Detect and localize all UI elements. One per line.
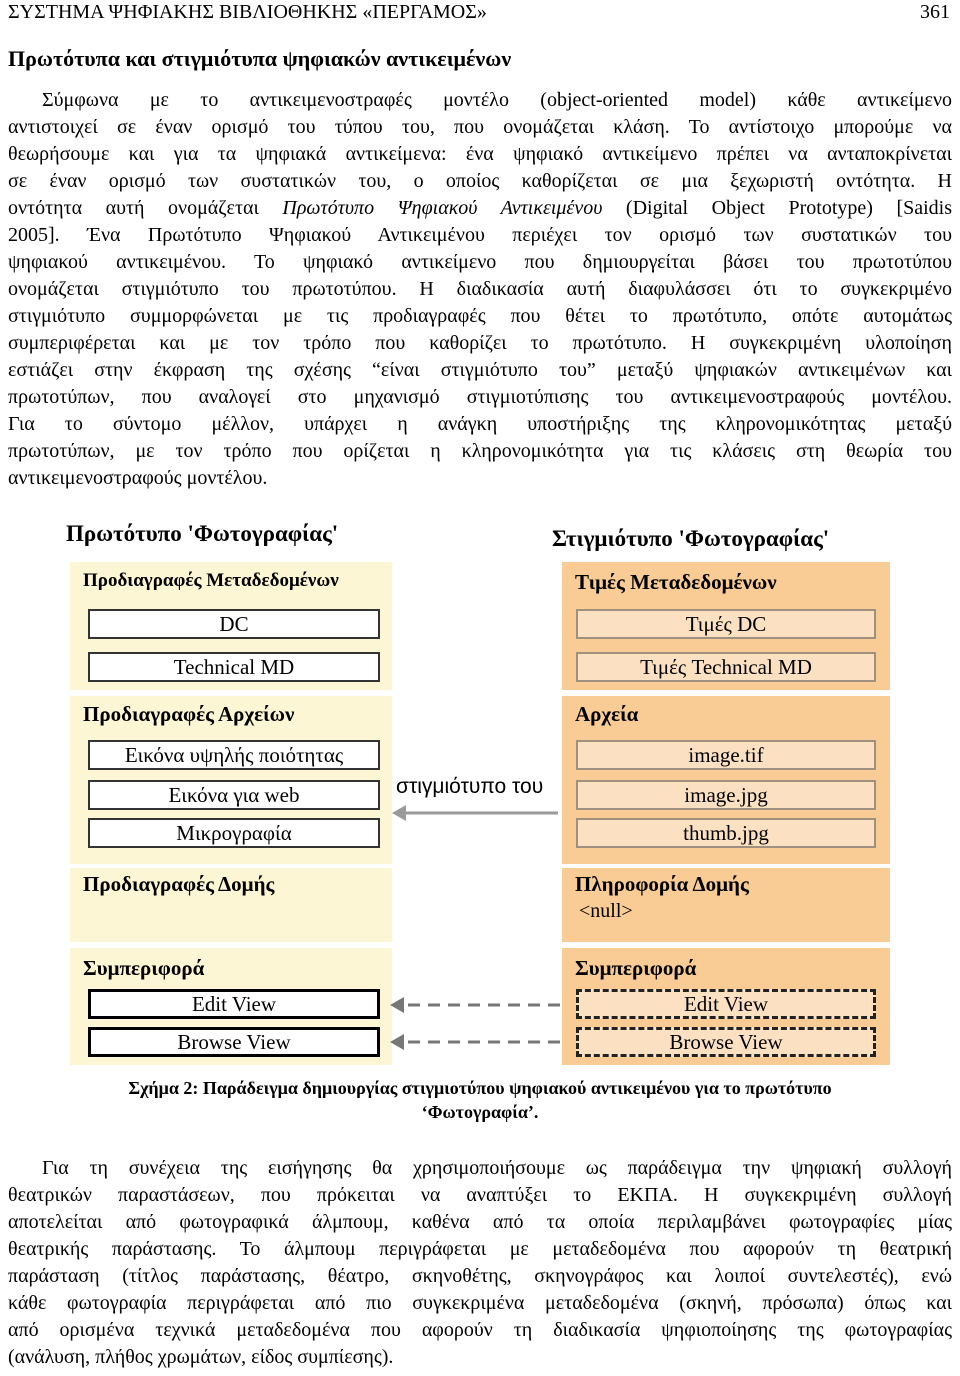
instance-of-arrow xyxy=(392,805,558,821)
text-line: πρωτοτύπων, που αναλογεί στο μηχανισμό στιγμιοτύπισης του αντικειμενοστραφούς μοντέλου. xyxy=(8,386,952,408)
text-line: στιγμιότυπο συμμορφώνεται με τις προδιαγραφές που θέτει το πρωτότυπο, οπότε αυτομάτως xyxy=(8,305,952,327)
instance-of-label: στιγμιότυπο του xyxy=(396,775,544,798)
files-spec-heading: Προδιαγραφές Αρχείων xyxy=(83,702,295,726)
text-line: ψηφιακού αντικειμένου. Το ψηφιακό αντικείμενο που δημιουργείται βάσει του πρωτοτύπου xyxy=(8,251,952,273)
prototype-title: Πρωτότυπο 'Φωτογραφίας' xyxy=(66,521,339,546)
dc-box: DC xyxy=(88,609,380,639)
caption-line-2: ‘Φωτογραφία’. xyxy=(421,1102,539,1122)
text-line: (ανάλυση, πλήθος χρωμάτων, είδος συμπίεσης). xyxy=(8,1346,394,1368)
section-title: Πρωτότυπα και στιγμιότυπα ψηφιακών αντικειμένων xyxy=(8,46,512,71)
text-line: αντικειμενοστραφούς μοντέλου. xyxy=(8,467,268,489)
structure-null-value: <null> xyxy=(579,900,633,922)
text-line: θεωρήσουμε και για τα ψηφιακά αντικείμενα: ένα ψηφιακό αντικείμενο πρέπει να ανταποκρίνεται xyxy=(8,143,952,165)
text-line: εστιάζει στην έκφραση της σχέσης “είναι στιγμιότυπο του” μεταξύ ψηφιακών αντικειμένων και xyxy=(8,359,952,381)
web-image-box: Εικόνα για web xyxy=(88,780,380,810)
files-spec-section xyxy=(70,696,392,864)
image-jpg-box: image.jpg xyxy=(576,780,876,810)
text-line: πρωτοτύπων, με τον τρόπο που ορίζεται η κληρονομικότητα για τις κλάσεις στη θεωρία του xyxy=(8,440,952,462)
edit-view-box: Edit View xyxy=(88,989,380,1019)
dc-values-box: Τιμές DC xyxy=(576,609,876,639)
instance-behavior-section xyxy=(562,948,890,1065)
running-header xyxy=(8,1,950,25)
prototype-panel xyxy=(70,562,392,1065)
thumb-jpg-box: thumb.jpg xyxy=(576,818,876,848)
text-line: ονομάζεται στιγμιότυπο του πρωτοτύπου. Η διαδικασία αυτή διαφυλάσσει ότι το συγκεκριμένο xyxy=(8,278,952,300)
structure-info-section xyxy=(562,868,890,942)
text-line: 2005]. Ένα Πρωτότυπο Ψηφιακού Αντικειμένου περιέχει τον ορισμό των συστατικών του xyxy=(8,224,952,246)
text-line: σε έναν ορισμό των συστατικών του, ο οποίος καθορίζεται σε μια ξεχωριστή οντότητα. Η xyxy=(8,170,952,192)
figure-arrows xyxy=(380,780,570,1070)
journal-title: ΣΥΣΤΗΜΑ ΨΗΦΙΑΚΗΣ ΒΙΒΛΙΟΘΗΚΗΣ «ΠΕΡΓΑΜΟΣ» xyxy=(8,1,487,23)
text-line: Για το σύντομο μέλλον, υπάρχει η ανάγκη υποστήριξης της κληρονομικότητας μεταξύ xyxy=(8,413,952,435)
browse-view-dashed-arrow xyxy=(390,1034,560,1050)
instance-panel xyxy=(562,562,890,1065)
technical-md-box: Technical MD xyxy=(88,652,380,682)
technical-md-values-box: Τιμές Technical MD xyxy=(576,652,876,682)
structure-info-heading: Πληροφορία Δομής xyxy=(575,872,749,896)
behavior-section xyxy=(70,948,392,1065)
instance-behavior-heading: Συμπεριφορά xyxy=(575,956,697,980)
text-line: αποτελείται από φωτογραφικά άλμπουμ, καθένα από τα οποία περιλαμβάνει φωτογραφίες μίας xyxy=(8,1211,952,1233)
structure-spec-heading: Προδιαγραφές Δομής xyxy=(83,872,275,896)
text-line: Για τη συνέχεια της εισήγησης θα χρησιμοποιήσουμε ως παράδειγμα την ψηφιακή συλλογή xyxy=(42,1157,952,1179)
image-tif-box: image.tif xyxy=(576,740,876,770)
metadata-values-heading: Τιμές Μεταδεδομένων xyxy=(575,570,777,594)
text-line: συμπεριφέρεται και με τον τρόπο που καθορίζει το πρωτότυπο. Η συγκεκριμένη υλοποίηση xyxy=(8,332,952,354)
high-quality-image-box: Εικόνα υψηλής ποιότητας xyxy=(88,740,380,770)
text-line: κάθε φωτογραφία περιγράφεται από πιο συγκεκριμένα μεταδεδομένα (σκηνή, πρόσωπα) όπως και xyxy=(8,1292,952,1314)
instance-browse-view-box: Browse View xyxy=(576,1027,876,1057)
metadata-spec-section xyxy=(70,562,392,690)
files-section xyxy=(562,696,890,864)
text-line: θεατρικής παράστασης. Το άλμπουμ περιγράφεται με μεταδεδομένα που αφορούν τη θεατρική xyxy=(8,1238,952,1260)
instance-edit-view-box: Edit View xyxy=(576,989,876,1019)
caption-line-1: Σχήμα 2: Παράδειγμα δημιουργίας στιγμιοτύπου ψηφιακού αντικειμένου για το πρωτότυπο xyxy=(128,1078,832,1098)
paragraph-1 xyxy=(8,87,952,492)
figure-caption xyxy=(0,1076,960,1124)
thumbnail-box: Μικρογραφία xyxy=(88,818,380,848)
edit-view-dashed-arrow xyxy=(390,997,560,1013)
text-line: αντιστοιχεί σε έναν ορισμό του τύπου του, που ονομάζεται κλάση. Το αντίστοιχο μπορούμε να xyxy=(8,116,952,138)
text-line: από ορισμένα τεχνικά μεταδεδομένα που αφορούν τη διαδικασία ψηφιοποίησης της φωτογραφίας xyxy=(8,1319,952,1341)
text-line: θεατρικών παραστάσεων, που πρόκειται να αναπτύξει το ΕΚΠΑ. Η συγκεκριμένη συλλογή xyxy=(8,1184,952,1206)
text-line: παράσταση (τίτλος παράστασης, θέατρο, σκηνοθέτης, σκηνογράφος και λοιποί συντελεστές), ενώ xyxy=(8,1265,952,1287)
structure-spec-section xyxy=(70,868,392,942)
text-line: Σύμφωνα με το αντικειμενοστραφές μοντέλο (object-oriented model) κάθε αντικείμενο xyxy=(42,89,952,111)
files-heading: Αρχεία xyxy=(575,702,639,726)
page-number: 361 xyxy=(920,1,950,23)
metadata-values-section xyxy=(562,562,890,690)
paragraph-2 xyxy=(8,1155,952,1371)
metadata-spec-heading: Προδιαγραφές Μεταδεδομένων xyxy=(83,570,339,591)
instance-title: Στιγμιότυπο 'Φωτογραφίας' xyxy=(552,526,830,551)
behavior-heading: Συμπεριφορά xyxy=(83,956,205,980)
text-line: οντότητα αυτή ονομάζεται Πρωτότυπο Ψηφιακού Αντικειμένου (Digital Object Prototype) [Saidis xyxy=(8,197,952,219)
browse-view-box: Browse View xyxy=(88,1027,380,1057)
